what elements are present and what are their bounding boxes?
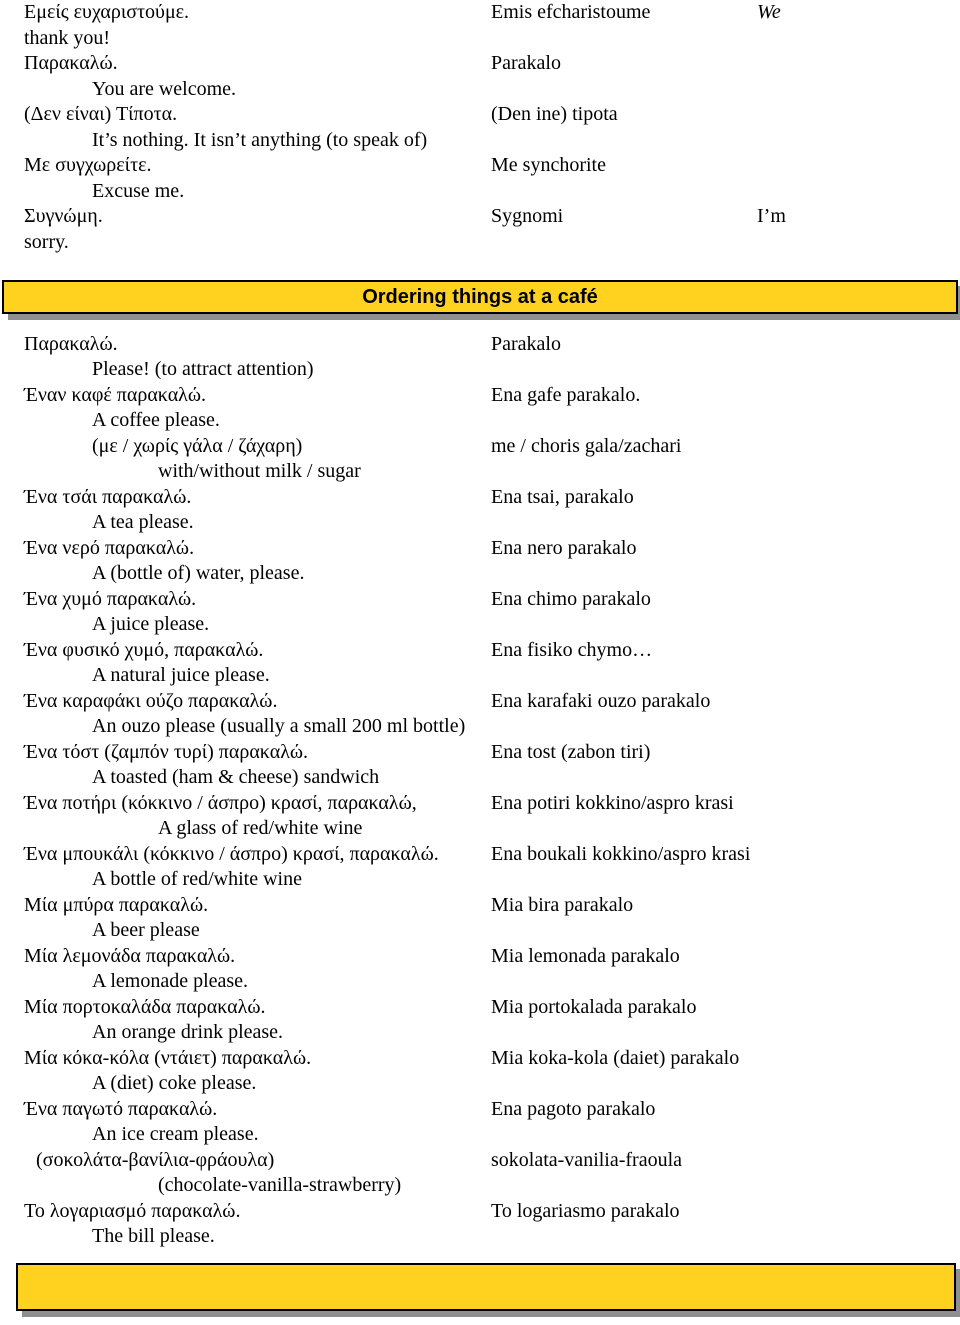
phrase-english: A coffee please. — [92, 409, 220, 431]
bottom-banner — [16, 1263, 956, 1311]
intro-english-3: It’s nothing. It isn’t anything (to speak of) — [92, 129, 428, 151]
intro-translit-5: Sygnomi — [491, 205, 564, 227]
phrase-translit: sokolata-vanilia-fraoula — [491, 1149, 683, 1171]
phrase-greek: Το λογαριασμό παρακαλώ. — [24, 1200, 241, 1222]
phrase-english: A toasted (ham & cheese) sandwich — [92, 766, 380, 788]
phrase-translit: Ena fisiko chymo… — [491, 639, 653, 661]
phrase-english: A juice please. — [92, 613, 210, 635]
phrase-greek: Παρακαλώ. — [24, 333, 118, 355]
phrase-greek: Ένα νερό παρακαλώ. — [24, 537, 195, 559]
phrase-english: A glass of red/white wine — [158, 817, 363, 839]
phrase-translit: Ena potiri kokkino/aspro krasi — [491, 792, 734, 814]
intro-greek-4: Με συγχωρείτε. — [24, 154, 152, 176]
phrase-english: with/without milk / sugar — [158, 460, 361, 482]
intro-greek-1: Εμείς ευχαριστούμε. — [24, 1, 190, 23]
phrase-english: A tea please. — [92, 511, 194, 533]
intro-translit-3: (Den ine) tipota — [491, 103, 618, 125]
phrase-greek: Ένα τόστ (ζαμπόν τυρί) παρακαλώ. — [24, 741, 309, 763]
phrase-translit: Ena karafaki ouzo parakalo — [491, 690, 711, 712]
phrase-greek: Μία λεμονάδα παρακαλώ. — [24, 945, 236, 967]
phrase-greek: Ένα φυσικό χυμό, παρακαλώ. — [24, 639, 264, 661]
phrase-translit: me / choris gala/zachari — [491, 435, 682, 457]
phrase-greek: Ένα καραφάκι ούζο παρακαλώ. — [24, 690, 278, 712]
intro-translit-1: Emis efcharistoume — [491, 1, 651, 23]
phrase-translit: Ena nero parakalo — [491, 537, 637, 559]
phrase-translit: Mia bira parakalo — [491, 894, 634, 916]
intro-english-2: You are welcome. — [92, 78, 237, 100]
phrase-english: An ouzo please (usually a small 200 ml bottle) — [92, 715, 466, 737]
phrase-greek: Μία κόκα-κόλα (ντάιετ) παρακαλώ. — [24, 1047, 312, 1069]
phrase-translit: Mia lemonada parakalo — [491, 945, 680, 967]
phrase-greek: Ένα τσάι παρακαλώ. — [24, 486, 192, 508]
phrase-translit: Ena tost (zabon tiri) — [491, 741, 651, 763]
phrase-greek: Μία πορτοκαλάδα παρακαλώ. — [24, 996, 266, 1018]
phrase-translit: Parakalo — [491, 333, 561, 355]
phrase-translit: Ena tsai, parakalo — [491, 486, 634, 508]
section-title: Ordering things at a café — [362, 286, 598, 308]
phrase-english: A natural juice please. — [92, 664, 270, 686]
phrase-english: The bill please. — [92, 1225, 215, 1247]
phrase-english: A bottle of red/white wine — [92, 868, 302, 890]
phrase-translit: Ena pagoto parakalo — [491, 1098, 656, 1120]
phrase-greek: Ένα ποτήρι (κόκκινο / άσπρο) κρασί, παρακαλώ, — [24, 792, 417, 814]
phrase-english: An orange drink please. — [92, 1021, 284, 1043]
phrase-translit: To logariasmo parakalo — [491, 1200, 680, 1222]
intro-english-1: thank you! — [24, 27, 111, 49]
intro-greek-5: Συγνώμη. — [24, 205, 103, 227]
intro-trailing-5: I’m — [757, 205, 786, 227]
phrase-english: A beer please — [92, 919, 200, 941]
phrase-greek: Ένα χυμό παρακαλώ. — [24, 588, 197, 610]
phrase-translit: Ena gafe parakalo. — [491, 384, 641, 406]
intro-greek-2: Παρακαλώ. — [24, 52, 118, 74]
phrase-greek: Έναν καφέ παρακαλώ. — [24, 384, 207, 406]
section-banner — [2, 280, 958, 314]
phrase-english: (chocolate-vanilla-strawberry) — [158, 1174, 402, 1196]
phrase-greek: (σοκολάτα-βανίλια-φράουλα) — [36, 1149, 275, 1171]
intro-english-5: sorry. — [24, 231, 69, 253]
phrase-greek: Ένα παγωτό παρακαλώ. — [24, 1098, 218, 1120]
phrase-translit: Mia koka-kola (daiet) parakalo — [491, 1047, 740, 1069]
phrase-greek: Ένα μπουκάλι (κόκκινο / άσπρο) κρασί, παρακαλώ. — [24, 843, 439, 865]
intro-translit-4: Me synchorite — [491, 154, 606, 176]
phrase-translit: Ena chimo parakalo — [491, 588, 651, 610]
phrase-greek: (με / χωρίς γάλα / ζάχαρη) — [92, 435, 303, 457]
phrase-greek: Μία μπύρα παρακαλώ. — [24, 894, 209, 916]
phrase-english: An ice cream please. — [92, 1123, 259, 1145]
intro-translit-2: Parakalo — [491, 52, 561, 74]
intro-greek-3: (Δεν είναι) Τίποτα. — [24, 103, 178, 125]
phrase-english: A lemonade please. — [92, 970, 249, 992]
intro-english-4: Excuse me. — [92, 180, 185, 202]
intro-trailing-1: We — [757, 1, 781, 23]
phrase-translit: Mia portokalada parakalo — [491, 996, 697, 1018]
phrase-english: A (diet) coke please. — [92, 1072, 257, 1094]
phrase-english: A (bottle of) water, please. — [92, 562, 305, 584]
phrase-english: Please! (to attract attention) — [92, 358, 314, 380]
phrase-translit: Ena boukali kokkino/aspro krasi — [491, 843, 751, 865]
